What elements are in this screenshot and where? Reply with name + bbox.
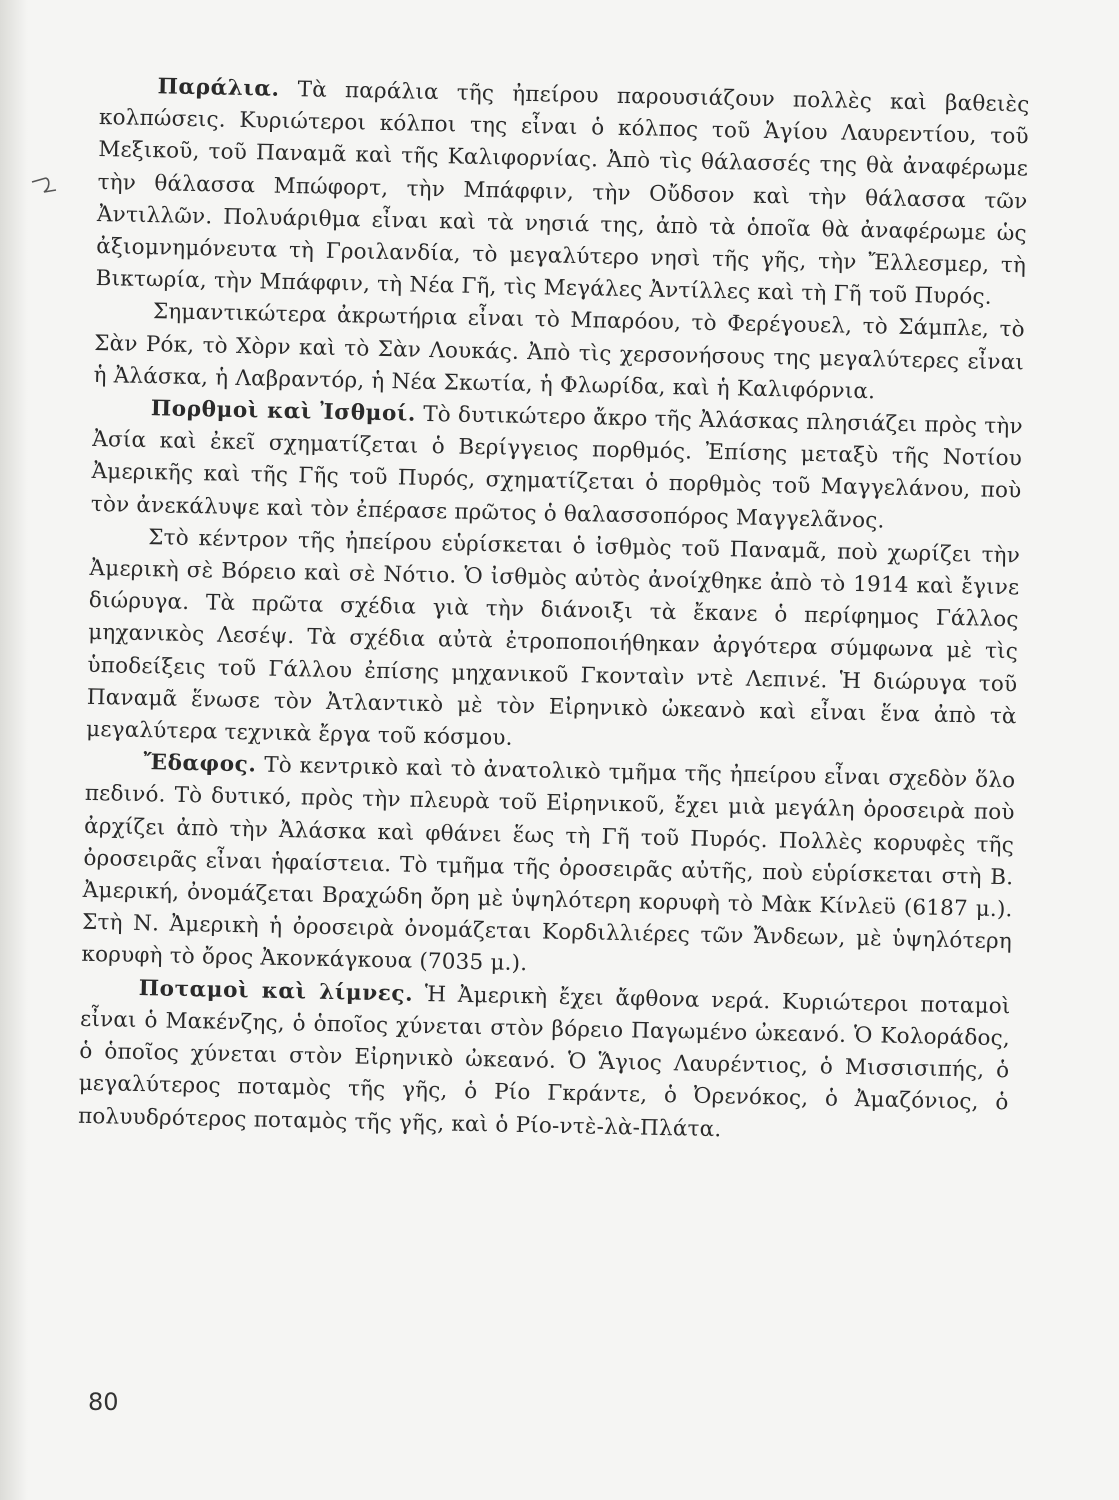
heading-rivers: Ποταμοὶ καὶ λίμνες. <box>138 975 414 1007</box>
heading-terrain: Ἔδαφος. <box>143 750 257 778</box>
book-page <box>72 70 1030 1419</box>
page-fold-shadow <box>0 0 28 1500</box>
paragraph-panama <box>86 521 1021 766</box>
text-coasts: Τὰ παράλια τῆς ἠπείρου παρουσιάζουν πολλὲς καὶ βαθειὲς κολπώσεις. Κυριώτεροι κόλποι της εἶναι ὁ κόλπος τοῦ Ἁγίου Λαυρεντίου, τοῦ Μεξικοῦ, τοῦ Παναμᾶ καὶ τῆς Καλιφορνίας. Ἀπὸ τὶς θάλασσές της θὰ ἀναφέρωμε τὴν θάλασσα Μπώφορτ, τὴν Μπάφφιν, τὴν Οὔδσον καὶ τὴν θάλασσα τῶν Ἀντιλλῶν. Πολυάριθμα εἶναι καὶ τὰ νησιά της, ἀπὸ τὰ ὁποῖα θὰ ἀναφέρωμε ὡς ἀξιομνημόνευτα τὴ Γροιλανδία, τὸ μεγαλύτερο νησὶ τῆς γῆς, τὴν Ἔλλεσμερ, τὴ Βικτωρία, τὴν Μπάφφιν, τὴ Νέα Γῆ, τὶς Μεγάλες Ἀντίλλες καὶ τὴ Γῆ τοῦ Πυρός. <box>95 77 1030 310</box>
paragraph-terrain <box>81 746 1016 991</box>
text-straits: Τὸ δυτικώτερο ἄκρο τῆς Ἀλάσκας πλησιάζει πρὸς τὴν Ἀσία καὶ ἐκεῖ σχηματίζεται ὁ Βερίγγειος πορθμός. Ἐπίσης μεταξὺ τῆς Νοτίου Ἀμερικῆς καὶ τῆς Γῆς τοῦ Πυρός, σχηματίζεται ὁ πορθμὸς τοῦ Μαγγελάνου, ποὺ τὸν ἀνεκάλυψε καὶ τὸν ἐπέρασε πρῶτος ὁ θαλασσοπόρος Μαγγελᾶνος. <box>90 401 1023 534</box>
heading-coasts: Παράλια. <box>157 74 280 102</box>
paragraph-straits <box>91 392 1023 540</box>
page-number: 80 <box>88 1388 119 1416</box>
margin-pencil-mark <box>30 168 64 202</box>
paragraph-coasts <box>95 70 1030 315</box>
paragraph-rivers <box>78 971 1011 1151</box>
heading-straits: Πορθμοὶ καὶ Ἰσθμοί. <box>150 396 417 427</box>
text-rivers: Ἡ Ἀμερικὴ ἔχει ἄφθονα νερά. Κυριώτεροι ποταμοὶ εἶναι ὁ Μακένζης, ὁ ὁποῖος χύνεται στὸν βόρειο Παγωμένο ὠκεανό. Ὁ Κολοράδος, ὁ ὁποῖος χύνεται στὸν Εἰρηνικὸ ὠκεανό. Ὁ Ἅγιος Λαυρέντιος, ὁ Μισσισιπής, ὁ μεγαλύτερος ποταμὸς τῆς γῆς, ὁ Ρίο Γκράντε, ὁ Ὀρενόκος, ὁ Ἀμαζόνιος, ὁ πολυυδρότερος ποταμὸς τῆς γῆς, καὶ ὁ Ρίο-ντὲ-λὰ-Πλάτα. <box>77 981 1011 1142</box>
text-panama: Στὸ κέντρον τῆς ἠπείρου εὑρίσκεται ὁ ἰσθμὸς τοῦ Παναμᾶ, ποὺ χωρίζει τὴν Ἀμερικὴ σὲ Βόρειο καὶ σὲ Νότιο. Ὁ ἰσθμὸς αὐτὸς ἀνοίχθηκε ἀπὸ τὸ 1914 καὶ ἔγινε διώρυγα. Τὰ πρῶτα σχέδια γιὰ τὴν διάνοιξι τὰ ἔκανε ὁ περίφημος Γάλλος μηχανικὸς Λεσέψ. Τὰ σχέδια αὐτὰ ἐτροποποιήθηκαν ἀργότερα σύμφωνα μὲ τὶς ὑποδείξεις τοῦ Γάλλου ἐπίσης μηχανικοῦ Γκονταὶν ντὲ Λεπινέ. Ἡ διώρυγα τοῦ Παναμᾶ ἕνωσε τὸν Ἀτλαντικὸ μὲ τὸν Εἰρηνικὸ ὠκεανὸ καὶ εἶναι ἕνα ἀπὸ τὰ μεγαλύτερα τεχνικὰ ἔργα τοῦ κόσμου. <box>85 524 1021 751</box>
text-capes: Σημαντικώτερα ἀκρωτήρια εἶναι τὸ Μπαρόου, τὸ Φερέγουελ, τὸ Σάμπλε, τὸ Σὰν Ρόκ, τὸ Χὸρν καὶ τὸ Σὰν Λουκάς. Ἀπὸ τὶς χερσονήσους της μεγαλύτερες εἶναι ἡ Ἀλάσκα, ἡ Λαβραντόρ, ἡ Νέα Σκωτία, ἡ Φλωρίδα, καὶ ἡ Καλιφόρνια. <box>93 299 1026 405</box>
text-terrain: Τὸ κεντρικὸ καὶ τὸ ἀνατολικὸ τμῆμα τῆς ἠπείρου εἶναι σχεδὸν ὅλο πεδινό. Τὸ δυτικό, πρὸς τὴν πλευρὰ τοῦ Εἰρηνικοῦ, ἔχει μιὰ μεγάλη ὀροσειρὰ ποὺ ἀρχίζει ἀπὸ τὴν Ἀλάσκα καὶ φθάνει ἕως τὴ Γῆ τοῦ Πυρός. Πολλὲς κορυφὲς τῆς ὀροσειρᾶς εἶναι ἡφαίστεια. Τὸ τμῆμα τῆς ὀροσειρᾶς αὐτῆς, ποὺ εὑρίσκεται στὴ Β. Ἀμερική, ὀνομάζεται Βραχώδη ὄρη μὲ ὑψηλότερη κορυφὴ τὸ Μὰκ Κίνλεϋ (6187 μ.). Στὴ Ν. Ἀμερικὴ ἡ ὀροσειρὰ ὀνομάζεται Κορδιλλιέρες τῶν Ἄνδεων, μὲ ὑψηλότερη κορυφὴ τὸ ὄρος Ἀκονκάγκουα (7035 μ.). <box>81 752 1016 977</box>
